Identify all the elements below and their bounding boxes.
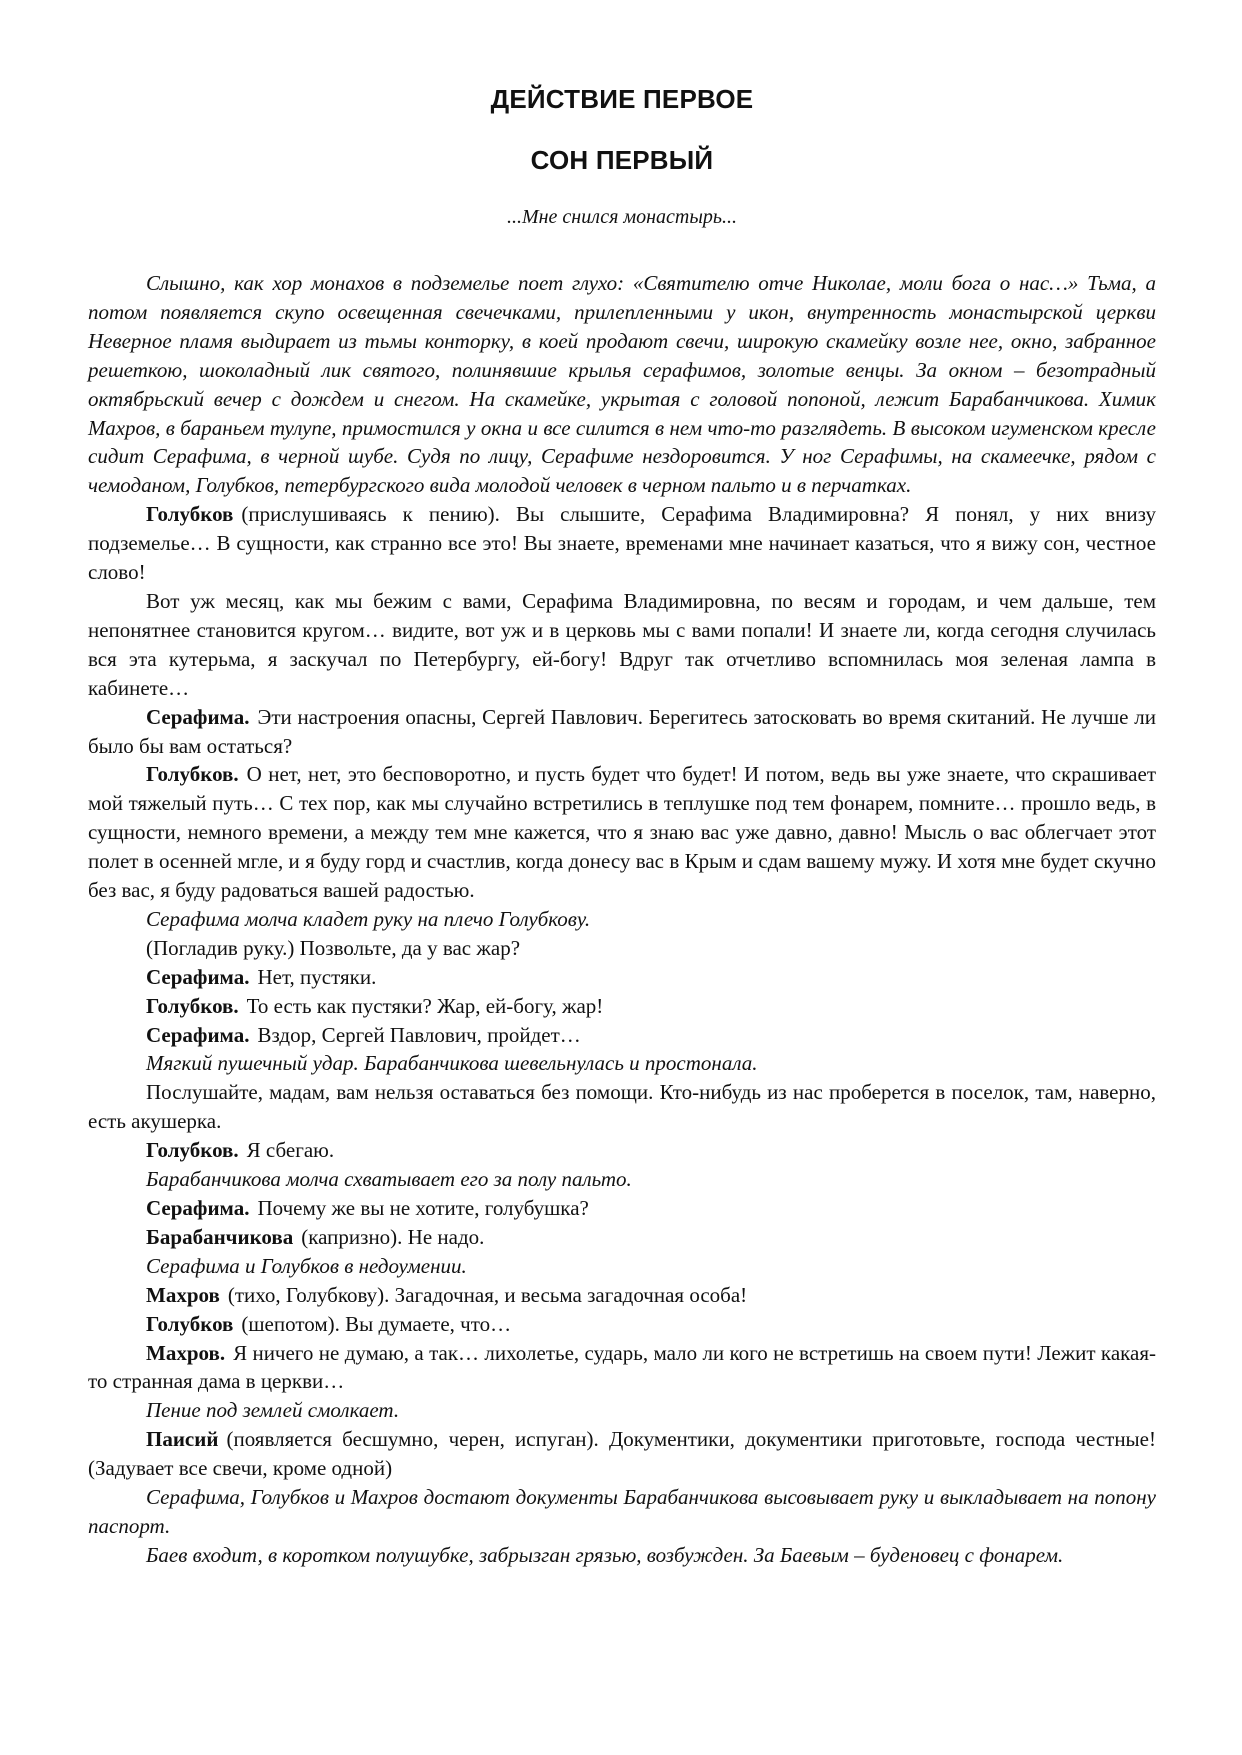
stage-direction: Слышно, как хор монахов в подземелье поет глухо: «Святителю отче Николае, моли бога о нас…» Тьма, а потом появляется скупо освещенная свечечками, прилепленными у икон, внутренность монастырской церкви Неверное пламя выдирает из тьмы конторку, в коей продают свечи, широкую скамейку возле нее, окно, забранное решеткою, шоколадный лик святого, полинявшие крылья серафимов, золотые венцы. За окном – безотрадный октябрьский вечер с дождем и снегом. На скамейке, укрытая с головой попоной, лежит Барабанчикова. Химик Махров, в бараньем тулупе, примостился у окна и все силится в нем что-то разглядеть. В высоком игуменском кресле сидит Серафима, в черной шубе. Судя по лицу, Серафиме нездоровится. У ног Серафимы, на скамеечке, рядом с чемоданом, Голубков, петербургского вида молодой человек в черном пальто и в перчатках. (88, 271, 1156, 498)
speech-text: Почему же вы не хотите, голубушка? (257, 1196, 589, 1220)
speaker-name: Голубков (146, 1311, 234, 1336)
speaker-name: Голубков. (146, 1138, 239, 1163)
speech-line (88, 1194, 1156, 1223)
epigraph: ...Мне снился монастырь... (506, 206, 738, 228)
plain-line: (Погладив руку.) Позвольте, да у вас жар? (146, 935, 521, 960)
speech-line (88, 703, 1156, 761)
speech-text: Я сбегаю. (246, 1138, 335, 1163)
stage-direction: Серафима молча кладет руку на плечо Голубкову. (146, 906, 591, 931)
stage-direction: Мягкий пушечный удар. Барабанчикова шевельнулась и простонала. (146, 1051, 758, 1076)
act-title: ДЕЙСТВИЕ ПЕРВОЕ (490, 84, 754, 114)
play-text (88, 269, 1156, 1570)
speech-text: Нет, пустяки. (257, 964, 377, 989)
speech-line (88, 500, 1156, 587)
speech-line (88, 963, 1156, 992)
plain-line: Вот уж месяц, как мы бежим с вами, Серафима Владимировна, по весям и городам, и чем дальше, тем непонятнее становится кругом… видите, вот уж и в церковь мы с вами попали! И знаете ли, когда сегодня случилась вся эта кутерьма, я заскучал по Петербургу, ей-богу! Вдруг так отчетливо вспомнилась моя зеленая лампа в кабинете… (88, 588, 1156, 700)
stage-direction: Баев входит, в коротком полушубке, забрызган грязью, возбужден. За Баевым – буденовец с фонарем. (146, 1542, 1064, 1567)
speaker-name: Голубков. (146, 993, 239, 1018)
speaker-name: Серафима. (146, 1022, 250, 1047)
speech-line (88, 1223, 1156, 1252)
stage-direction: Барабанчикова молча схватывает его за полу пальто. (146, 1167, 632, 1192)
speech-text: О нет, нет, это бесповоротно, и пусть будет что будет! И потом, ведь вы уже знаете, что скрашивает мой тяжелый путь… С тех пор, как мы случайно встретились в теплушке под тем фонарем, помните… прошло ведь, в сущности, немного времени, а между тем мне кажется, что я знаю вас уже давно, давно! Мысль о вас облегчает этот полет в осенней мгле, и я буду горд и счастлив, когда донесу вас в Крым и сдам вашему мужу. И хотя мне будет скучно без вас, я буду радоваться вашей радостью. (88, 762, 1156, 903)
speaker-name: Серафима. (146, 964, 250, 989)
speech-line (88, 1281, 1156, 1310)
speech-line (88, 760, 1156, 905)
stage-direction: Пение под землей смолкает. (146, 1398, 400, 1423)
speech-line (88, 1136, 1156, 1165)
speaker-name: Серафима. (146, 704, 250, 729)
speech-text: (прислушиваясь к пению). Вы слышите, Серафима Владимировна? Я понял, у них внизу подземелье… В сущности, как странно все это! Вы знаете, временами мне начинает казаться, что я вижу сон, честное слово! (88, 502, 1156, 585)
speech-text: (появляется бесшумно, черен, испуган). Документики, документики приготовьте, господа честные! (Задувает все свечи, кроме одной) (88, 1427, 1156, 1481)
speech-line (88, 1339, 1156, 1397)
speaker-name: Серафима. (146, 1196, 250, 1220)
speech-text: (тихо, Голубкову). Загадочная, и весьма загадочная особа! (227, 1282, 748, 1307)
speech-text: (капризно). Не надо. (301, 1224, 485, 1249)
speech-text: То есть как пустяки? Жар, ей-богу, жар! (246, 993, 604, 1018)
document-page (88, 80, 1156, 1570)
speech-text: Эти настроения опасны, Сергей Павлович. Берегитесь затосковать во время скитаний. Не лучше ли было бы вам остаться? (88, 704, 1156, 758)
speaker-name: Барабанчикова (146, 1224, 294, 1249)
speaker-name: Махров (146, 1282, 220, 1307)
stage-direction: Серафима и Голубков в недоумении. (146, 1253, 467, 1278)
speaker-name: Голубков (146, 502, 234, 527)
speech-text: (шепотом). Вы думаете, что… (241, 1311, 512, 1336)
speech-text: Я ничего не думаю, а так… лихолетье, сударь, мало ли кого не встретишь на своем пути! Лежит какая-то странная дама в церкви… (88, 1340, 1156, 1394)
speech-text: Вздор, Сергей Павлович, пройдет… (257, 1022, 581, 1047)
speech-line (88, 1425, 1156, 1483)
speech-line (88, 1310, 1156, 1339)
stage-direction: Серафима, Голубков и Махров достают документы Барабанчикова высовывает руку и выкладывает на попону паспорт. (88, 1485, 1156, 1538)
speaker-name: Паисий (146, 1427, 219, 1452)
speaker-name: Махров. (146, 1340, 226, 1365)
speech-line (88, 992, 1156, 1021)
speech-line (88, 1021, 1156, 1050)
scene-title: СОН ПЕРВЫЙ (530, 145, 714, 175)
speaker-name: Голубков. (146, 762, 239, 787)
plain-line: Послушайте, мадам, вам нельзя оставаться без помощи. Кто-нибудь из нас проберется в поселок, там, наверно, есть акушерка. (88, 1080, 1156, 1134)
